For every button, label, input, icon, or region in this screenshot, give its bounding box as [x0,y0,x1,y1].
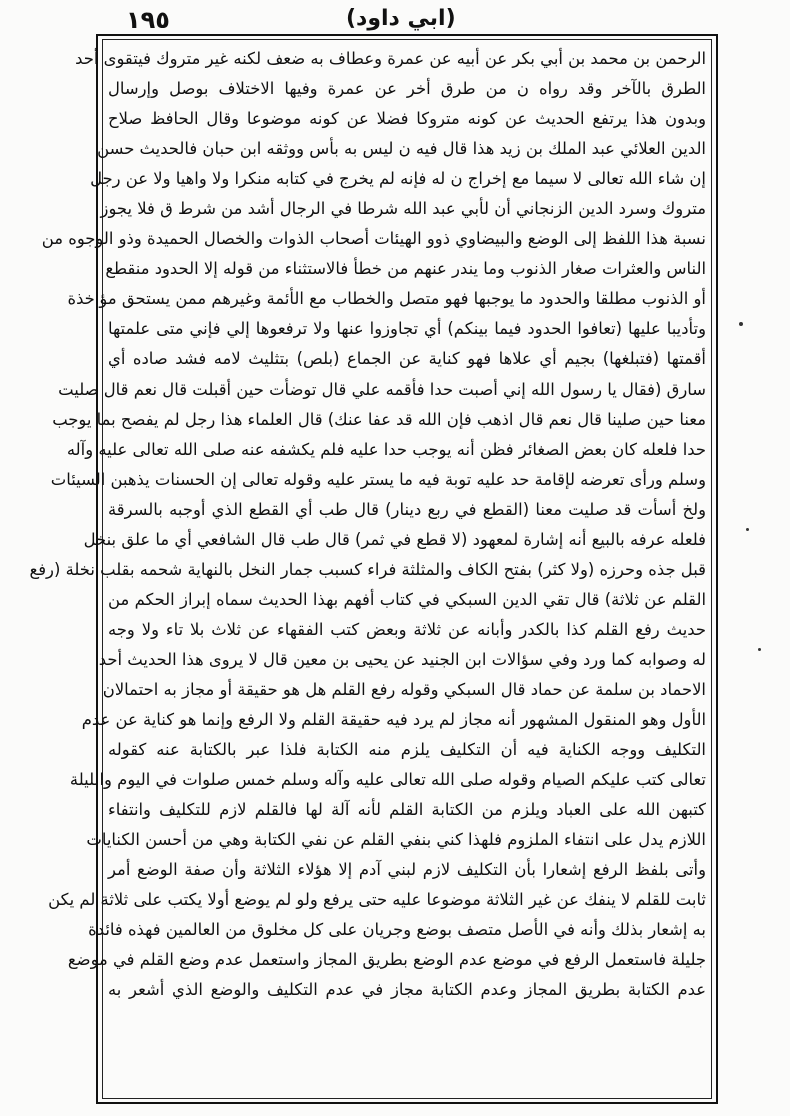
text-line: أقمتها (فتبلغها) بجيم أي علاها فهو كناية عن الجماع (بلص) بتثليث لامه فشد صاده أي [108,349,706,369]
text-line: أو الذنوب مطلقا والحدود ما يوجبها فهو متصل والخطاب مع الأئمة وغيرهم ممن يستحق مؤاخذة [67,289,706,309]
running-title: (ابي داود) [346,6,456,31]
text-line: وأتى بلفظ الرفع إشعارا بأن التكليف لازم لبني آدم إلا هؤلاء الثلاثة وأن صفة الوضع أمر [108,860,706,880]
text-line: وبدون هذا يرتفع الحديث عن كونه متروكا فضلا عن كونه موضوعا وقال الحافظ صلاح [108,109,706,129]
text-line: فلعله عرفه بالبيع أنه إشارة لمعهود (لا قطع في ثمر) قال طب قال الشافعي أي ما علق بنخل [83,529,706,549]
text-line: معنا حين صلينا قال نعم قال اذهب فإن الله قد عفا عنك) قال العلماء هذا رجل لم يفصح بما يوجب [52,409,706,429]
text-line: حديث رفع القلم كذا بالكدر وأبانه عن ثلاثة وبعض كتب الفقهاء عن ثلاث بلا تاء ولا وجه [108,619,706,639]
text-line: سارق (فقال يا رسول الله إني أصبت حدا فأقمه علي قال توضأت حين أقبلت قال نعم قال صليت [58,379,706,399]
text-line: نسبة هذا اللفظ إلى الوضع والبيضاوي ذوو الهيئات أصحاب الذوات والخصال الحميدة وذو الوجوه من [41,229,706,249]
scan-speck [739,322,743,326]
text-line: الاحماد بن سلمة عن حماد قال السبكي وقوله رفع القلم هل هو حقيقة أو مجاز به احتمالان [102,679,706,699]
text-line: قبل جذه وحرزه (ولا كثر) بفتح الكاف والمثلثة فراء كسبب جمار النخل بالنهاية شحمه بقلب نخلة (رفع [29,559,706,579]
text-line: تعالى كتب عليكم الصيام وقوله صلى الله تعالى عليه وآله وسلم خمس صلوات في اليوم والليلة [69,770,706,790]
text-line: ثابت للقلم لا ينفك عن غير الثلاثة موضوعا عليه حتى يرفع ولو لم يوضع أولا يكتب على ثلاثة لم يكن [48,890,706,910]
text-line: متروك وسرد الدين الزنجاني أن لأبي عبد الله شرطا في الرجال أشد من شرط ق فلا يجوز [100,199,706,219]
text-line: اللازم يدل على انتفاء الملزوم فلهذا كني بنفي القلم عن نفي الكتابة وهي من أحسن الكنايات [86,830,706,850]
text-line: جليلة فاستعمل الرفع في موضع عدم الوضع بطريق المجاز واستعمل عدم وضع القلم في موضع [67,950,706,970]
page-number: ١٩٥ [126,6,170,34]
text-line: الرحمن بن محمد بن أبي بكر عن أبيه عن عمرة وعطاف به ضعف لكنه غير متروك فيتقوى أحد [75,49,706,68]
text-line: له وصوابه كما ورد وفي سؤالات ابن الجنيد عن يحيى بن معين قال لا يروى هذا الحديث أحد [98,649,706,669]
text-line: عدم الكتابة بطريق المجاز وعدم الكتابة مجاز في عدم التكليف والوضع الذي أشعر به [108,980,706,1000]
scan-speck [758,648,761,651]
text-line: كتبهن الله على العباد ويلزم من الكتابة القلم لأنه آلة لها فالقلم لازم للتكليف وانتفاء [108,800,706,820]
text-line: القلم عن ثلاثة) قال تقي الدين السبكي في كتاب أفهم بهذا الحديث سماه إبراز الحكم من [108,589,706,609]
text-line: ولخ أسأت قد صليت معنا (القطع في ربع دينار) قال طب أي القطع الذي أوجبه بالسرقة [108,499,706,519]
text-line: وتأديبا عليها (تعافوا الحدود فيما بينكم) أي تجاوزوا عنها ولا ترفعوها إلي فإني متى علمتها [108,319,706,339]
text-line: التكليف ووجه الكناية فيه أن التكليف يلزم منه الكتابة فلذا عبر بالكتابة عنه كقوله [108,740,706,760]
text-line: الدين العلائي عبد الملك بن زيد هذا قال فيه ن ليس به بأس ووثقه ابن حبان فالحديث حسن [97,139,706,159]
text-line: الناس والعثرات صغار الذنوب وما يندر عنهم من خطأ فالاستثناء من قوله إلا الحدود منقطع [105,259,706,279]
text-line: الأول وهو المنقول المشهور أنه مجاز لم يرد فيه حقيقة القلم ولا الرفع وإنما هو كناية عن عدم [81,710,706,730]
text-line: الطرق بالآخر وقد رواه ن من طرق أخر عن عمرة وفيها الاختلاف بوصل وإرسال [108,79,706,99]
text-line: به إشعار بذلك وأنه في الأصل متصف بوضع وجريان على كل مخلوق من العالمين فهذه فائدة [88,920,706,940]
commentary-text-block [29,44,706,1096]
text-line: إن شاء الله تعالى لا سيما مع إخراج ن له فإنه لم يخرج في كتابه منكرا ولا واهيا ولا عن رجل [90,169,706,189]
text-line: وسلم ورأى تعرضه لإقامة حد عليه توبة فيه ما يستر عليه وقوله تعالى إن الحسنات يذهبن السيئات [50,469,706,489]
scan-speck [746,528,749,531]
text-line: حدا فلعله كان بعض الصغائر فظن أنه يوجب حدا عليه فلم يكشفه عنه صلى الله تعالى عليه وآله [66,439,706,459]
page-header [96,4,716,38]
